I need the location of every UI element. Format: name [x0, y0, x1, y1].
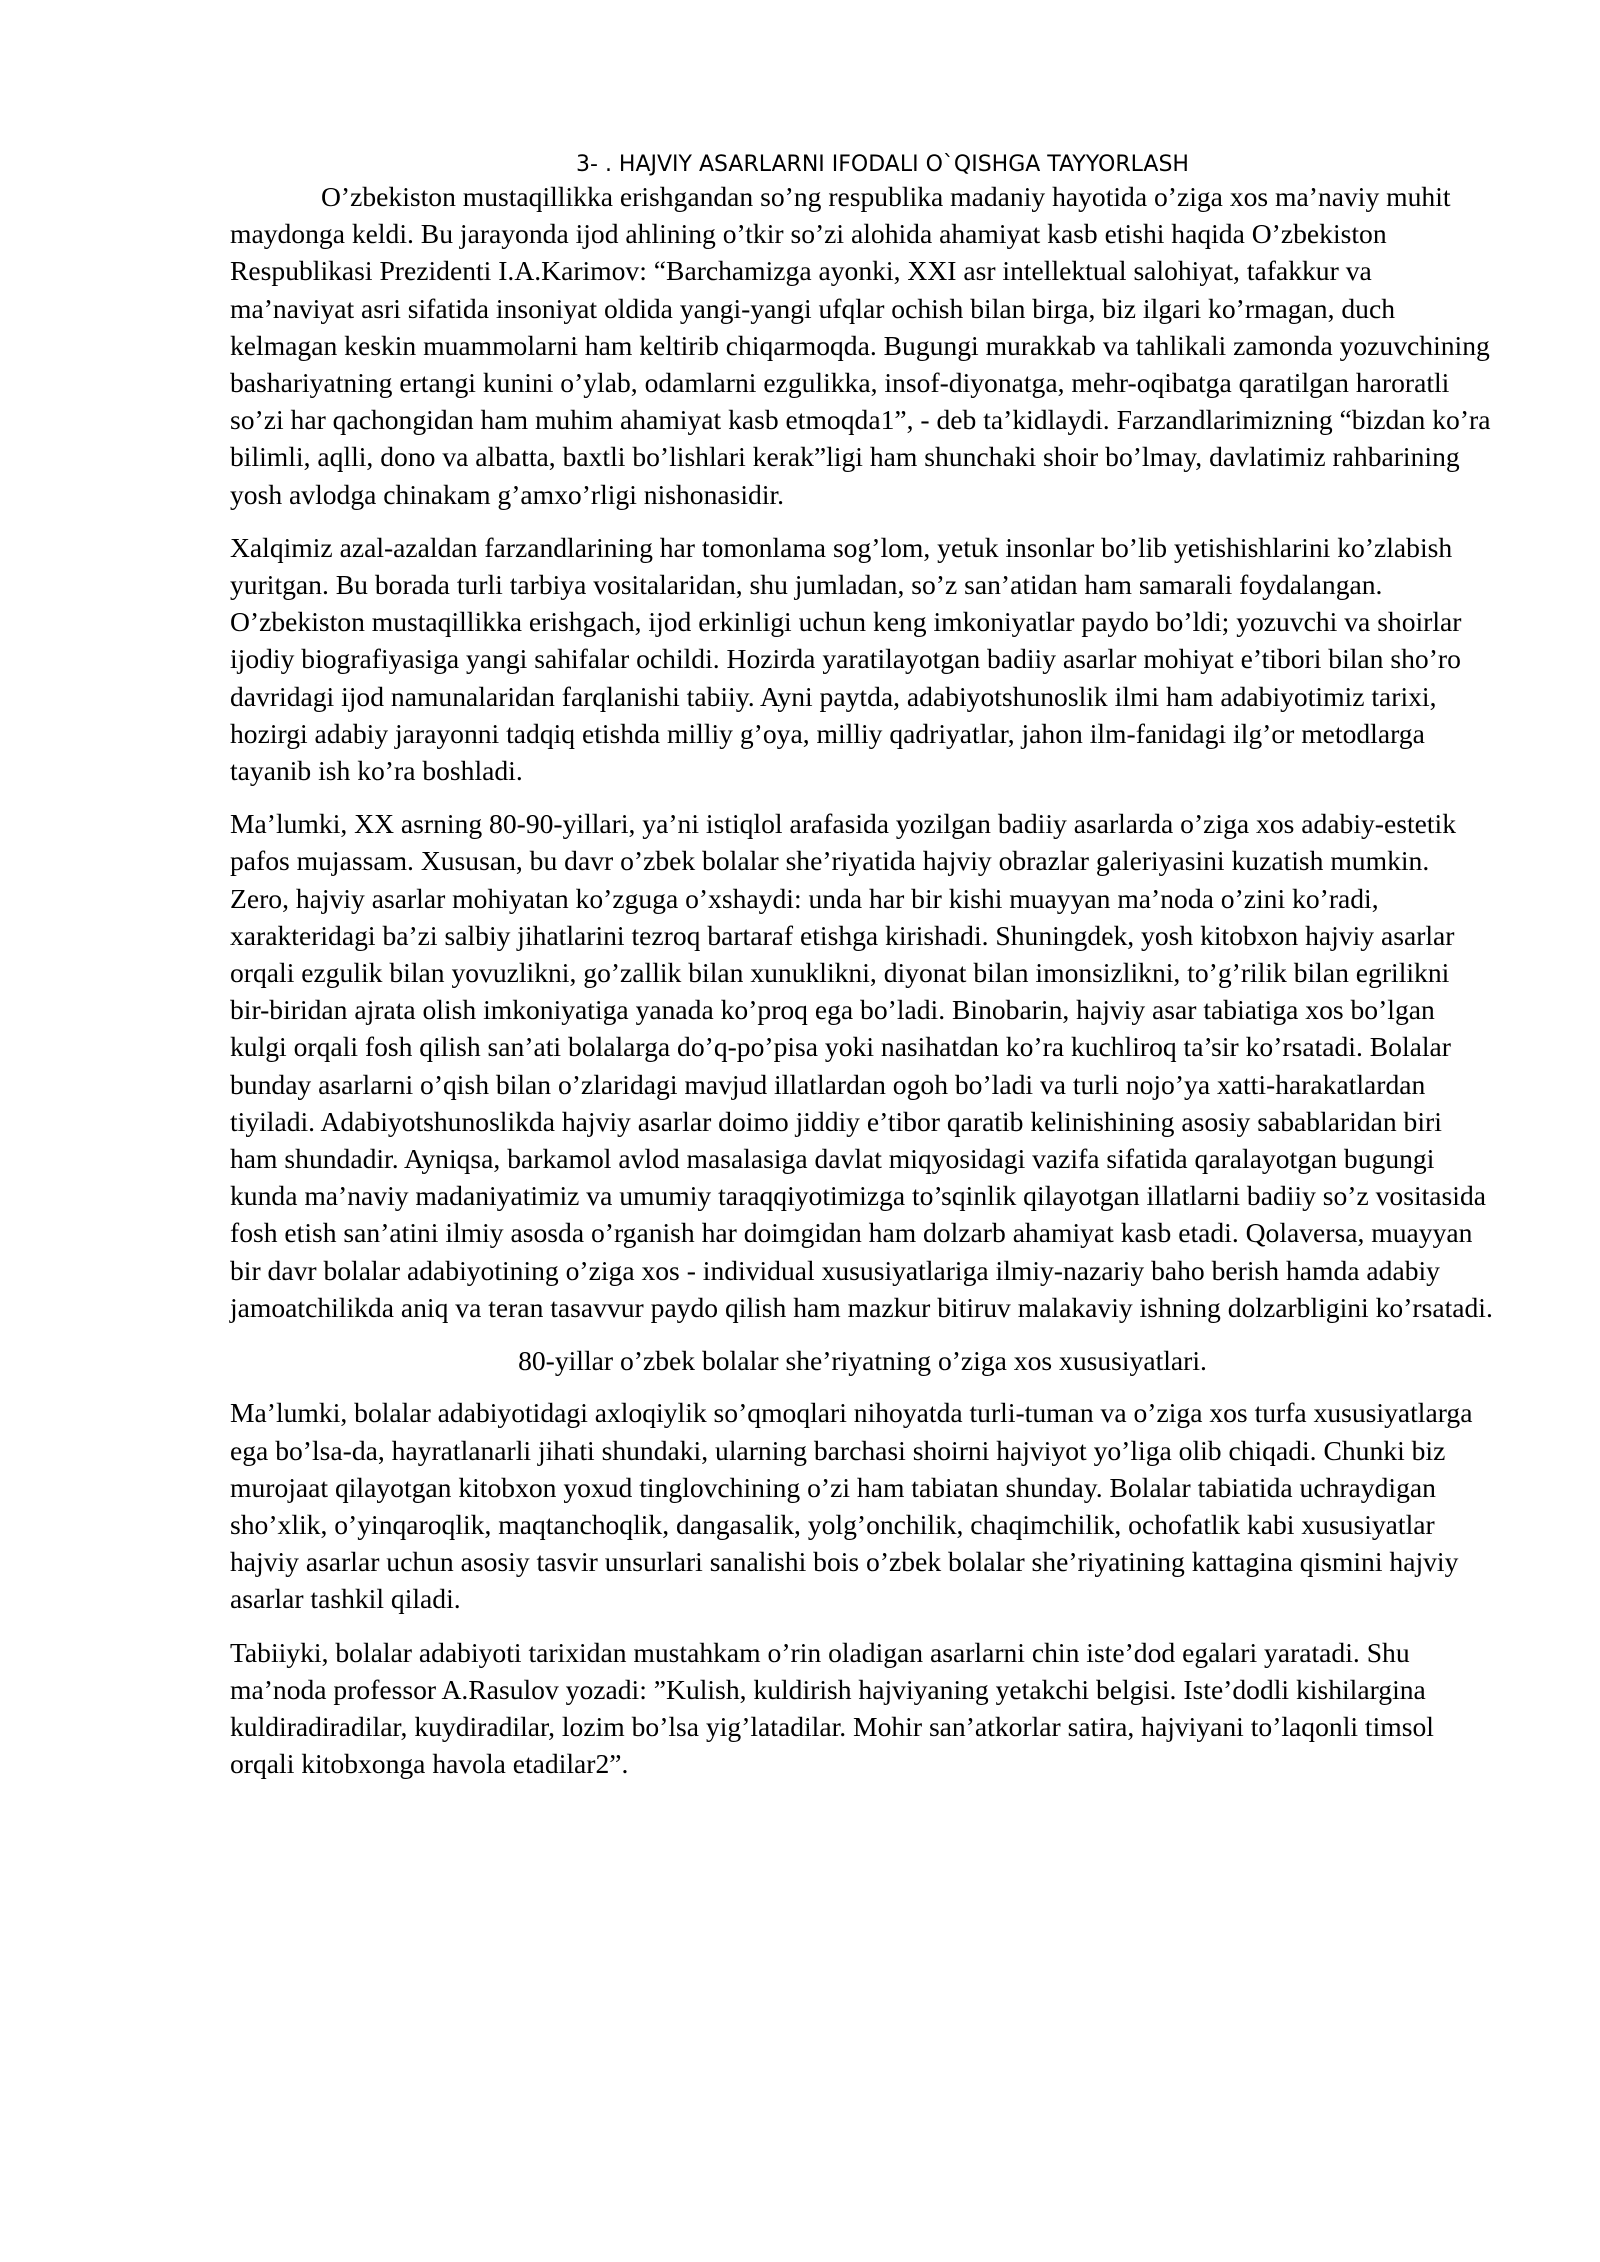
paragraph-upbringing: Xalqimiz azal-azaldan farzandlarining har tomonlama sog’lom, yetuk insonlar bo’lib yetishishlarini ko’zlabish yuritgan. Bu borada turli tarbiya vositalaridan, shu jumladan, so’z san’atidan ham samarali foydalangan. O’zbekiston mustaqillikka erishgach, ijod erkinligi uchun keng imkoniyatlar paydo bo’ldi; yozuvchi va shoirlar ijodiy biografiyasiga yangi sahifalar ochildi. Hozirda yaratilayotgan badiiy asarlar mohiyat e’tibori bilan sho’ro davridagi ijod namunalaridan farqlanishi tabiiy. Ayni paytda, adabiyotshunoslik ilmi ham adabiyotimiz tarixi, hozirgi adabiy jarayonni tadqiq etishda milliy g’oya, milliy qadriyatlar, jahon ilm-fanidagi ilg’or metodlarga tayanib ish ko’ra boshladi. [230, 531, 1462, 787]
section-subheading: 80-yillar o’zbek bolalar she’riyatning o’ziga xos xususiyatlari. [518, 1345, 1207, 1377]
document-page [230, 150, 1495, 1798]
paragraph-satire-relevance: Ma’lumki, XX asrning 80-90-yillari, ya’ni istiqlol arafasida yozilgan badiiy asarlarda o’ziga xos adabiy-estetik pafos mujassam. Xususan, bu davr o’zbek bolalar she’riyatida hajviy obrazlar galeriyasini kuzatish mumkin. Zero, hajviy asarlar mohiyatan ko’zguga o’xshaydi: unda har bir kishi muayyan ma’noda o’zini ko’radi, xarakteridagi ba’zi salbiy jihatlarini tezroq bartaraf etishga kirishadi. Shuningdek, yosh kitobxon hajviy asarlar orqali ezgulik bilan yovuzlikni, go’zallik bilan xunuklikni, diyonat bilan imonsizlikni, to’g’rilik bilan egrilikni bir-biridan ajrata olish imkoniyatiga yanada ko’proq ega bo’ladi. Binobarin, hajviy asar tabiatiga xos bo’lgan kulgi orqali fosh qilish san’ati bolalarga do’q-po’pisa yoki nasihatdan ko’ra kuchliroq ta’sir ko’rsatadi. Bolalar bunday asarlarni o’qish bilan o’zlaridagi mavjud illatlardan ogoh bo’ladi va turli nojo’ya xatti-harakatlardan tiyiladi. Adabiyotshunoslikda hajviy asarlar doimo jiddiy e’tibor qaratib kelinishining asosiy sabablaridan biri ham shundadir. Ayniqsa, barkamol avlod masalasiga davlat miqyosidagi vazifa sifatida qaralayotgan bugungi kunda ma’naviy madaniyatimiz va umumiy taraqqiyotimizga to’sqinlik qilayotgan illatlarni badiiy so’z vositasida fosh etish san’atini ilmiy asosda o’rganish har doimgidan ham dolzarb ahamiyat kasb etadi. Qolaversa, muayyan bir davr bolalar adabiyotining o’ziga xos - individual xususiyatlariga ilmiy-nazariy baho berish hamda adabiy jamoatchilikda aniq va teran tasavvur paydo qilish ham mazkur bitiruv malakaviy ishning dolzarbligini ko’rsatadi. [230, 808, 1493, 1323]
paragraph-children-traits: Ma’lumki, bolalar adabiyotidagi axloqiylik so’qmoqlari nihoyatda turli-tuman va o’ziga xos turfa xususiyatlarga ega bo’lsa-da, hayratlanarli jihati shundaki, ularning barchasi shoirni hajviyot yo’liga olib chiqadi. Chunki biz murojaat qilayotgan kitobxon yoxud tinglovchining o’zi ham tabiatan shunday. Bolalar tabiatida uchraydigan sho’xlik, o’yinqaroqlik, maqtanchoqlik, dangasalik, yolg’onchilik, chaqimchilik, ochofatlik kabi xususiyatlar hajviy asarlar uchun asosiy tasvir unsurlari sanalishi bois o’zbek bolalar she’riyatining kattagina qismini hajviy asarlar tashkil qiladi. [230, 1397, 1473, 1615]
paragraph-intro: O’zbekiston mustaqillikka erishgandan so’ng respublika madaniy hayotida o’ziga xos ma’naviy muhit maydonga keldi. Bu jarayonda ijod ahlining o’tkir so’zi alohida ahamiyat kasb etishi haqida O’zbekiston Respublikasi Prezidenti I.A.Karimov: “Barchamizga ayonki, XXI asr intellektual salohiyat, tafakkur va ma’naviyat asri sifatida insoniyat oldida yangi-yangi ufqlar ochish bilan birga, biz ilgari ko’rmagan, duch kelmagan keskin muammolarni ham keltirib chiqarmoqda. Bugungi murakkab va tahlikali zamonda yozuvchining bashariyatning ertangi kunini o’ylab, odamlarni ezgulikka, insof-diyonatga, mehr-oqibatga qaratilgan haroratli so’zi har qachongidan ham muhim ahamiyat kasb etmoqda1”, - deb ta’kidlaydi. Farzandlarimizning “bizdan ko’ra bilimli, aqlli, dono va albatta, baxtli bo’lishlari kerak”ligi ham shunchaki shoir bo’lmay, davlatimiz rahbarining yosh avlodga chinakam g’amxo’rligi nishonasidir. [230, 181, 1491, 510]
paragraph-rasulov-quote: Tabiiyki, bolalar adabiyoti tarixidan mustahkam o’rin oladigan asarlarni chin iste’dod egalari yaratadi. Shu ma’noda professor A.Rasulov yozadi: ”Kulish, kuldirish hajviyaning yetakchi belgisi. Iste’dodli kishilargina kuldiradiradilar, kuydiradilar, lozim bo’lsa yig’latadilar. Mohir san’atkorlar satira, hajviyani to’laqonli timsol orqali kitobxonga havola etadilar2”. [230, 1636, 1434, 1780]
document-heading: 3- . HAJVIY ASARLARNI IFODALI O`QISHGA TAYYORLASH [576, 152, 1189, 177]
